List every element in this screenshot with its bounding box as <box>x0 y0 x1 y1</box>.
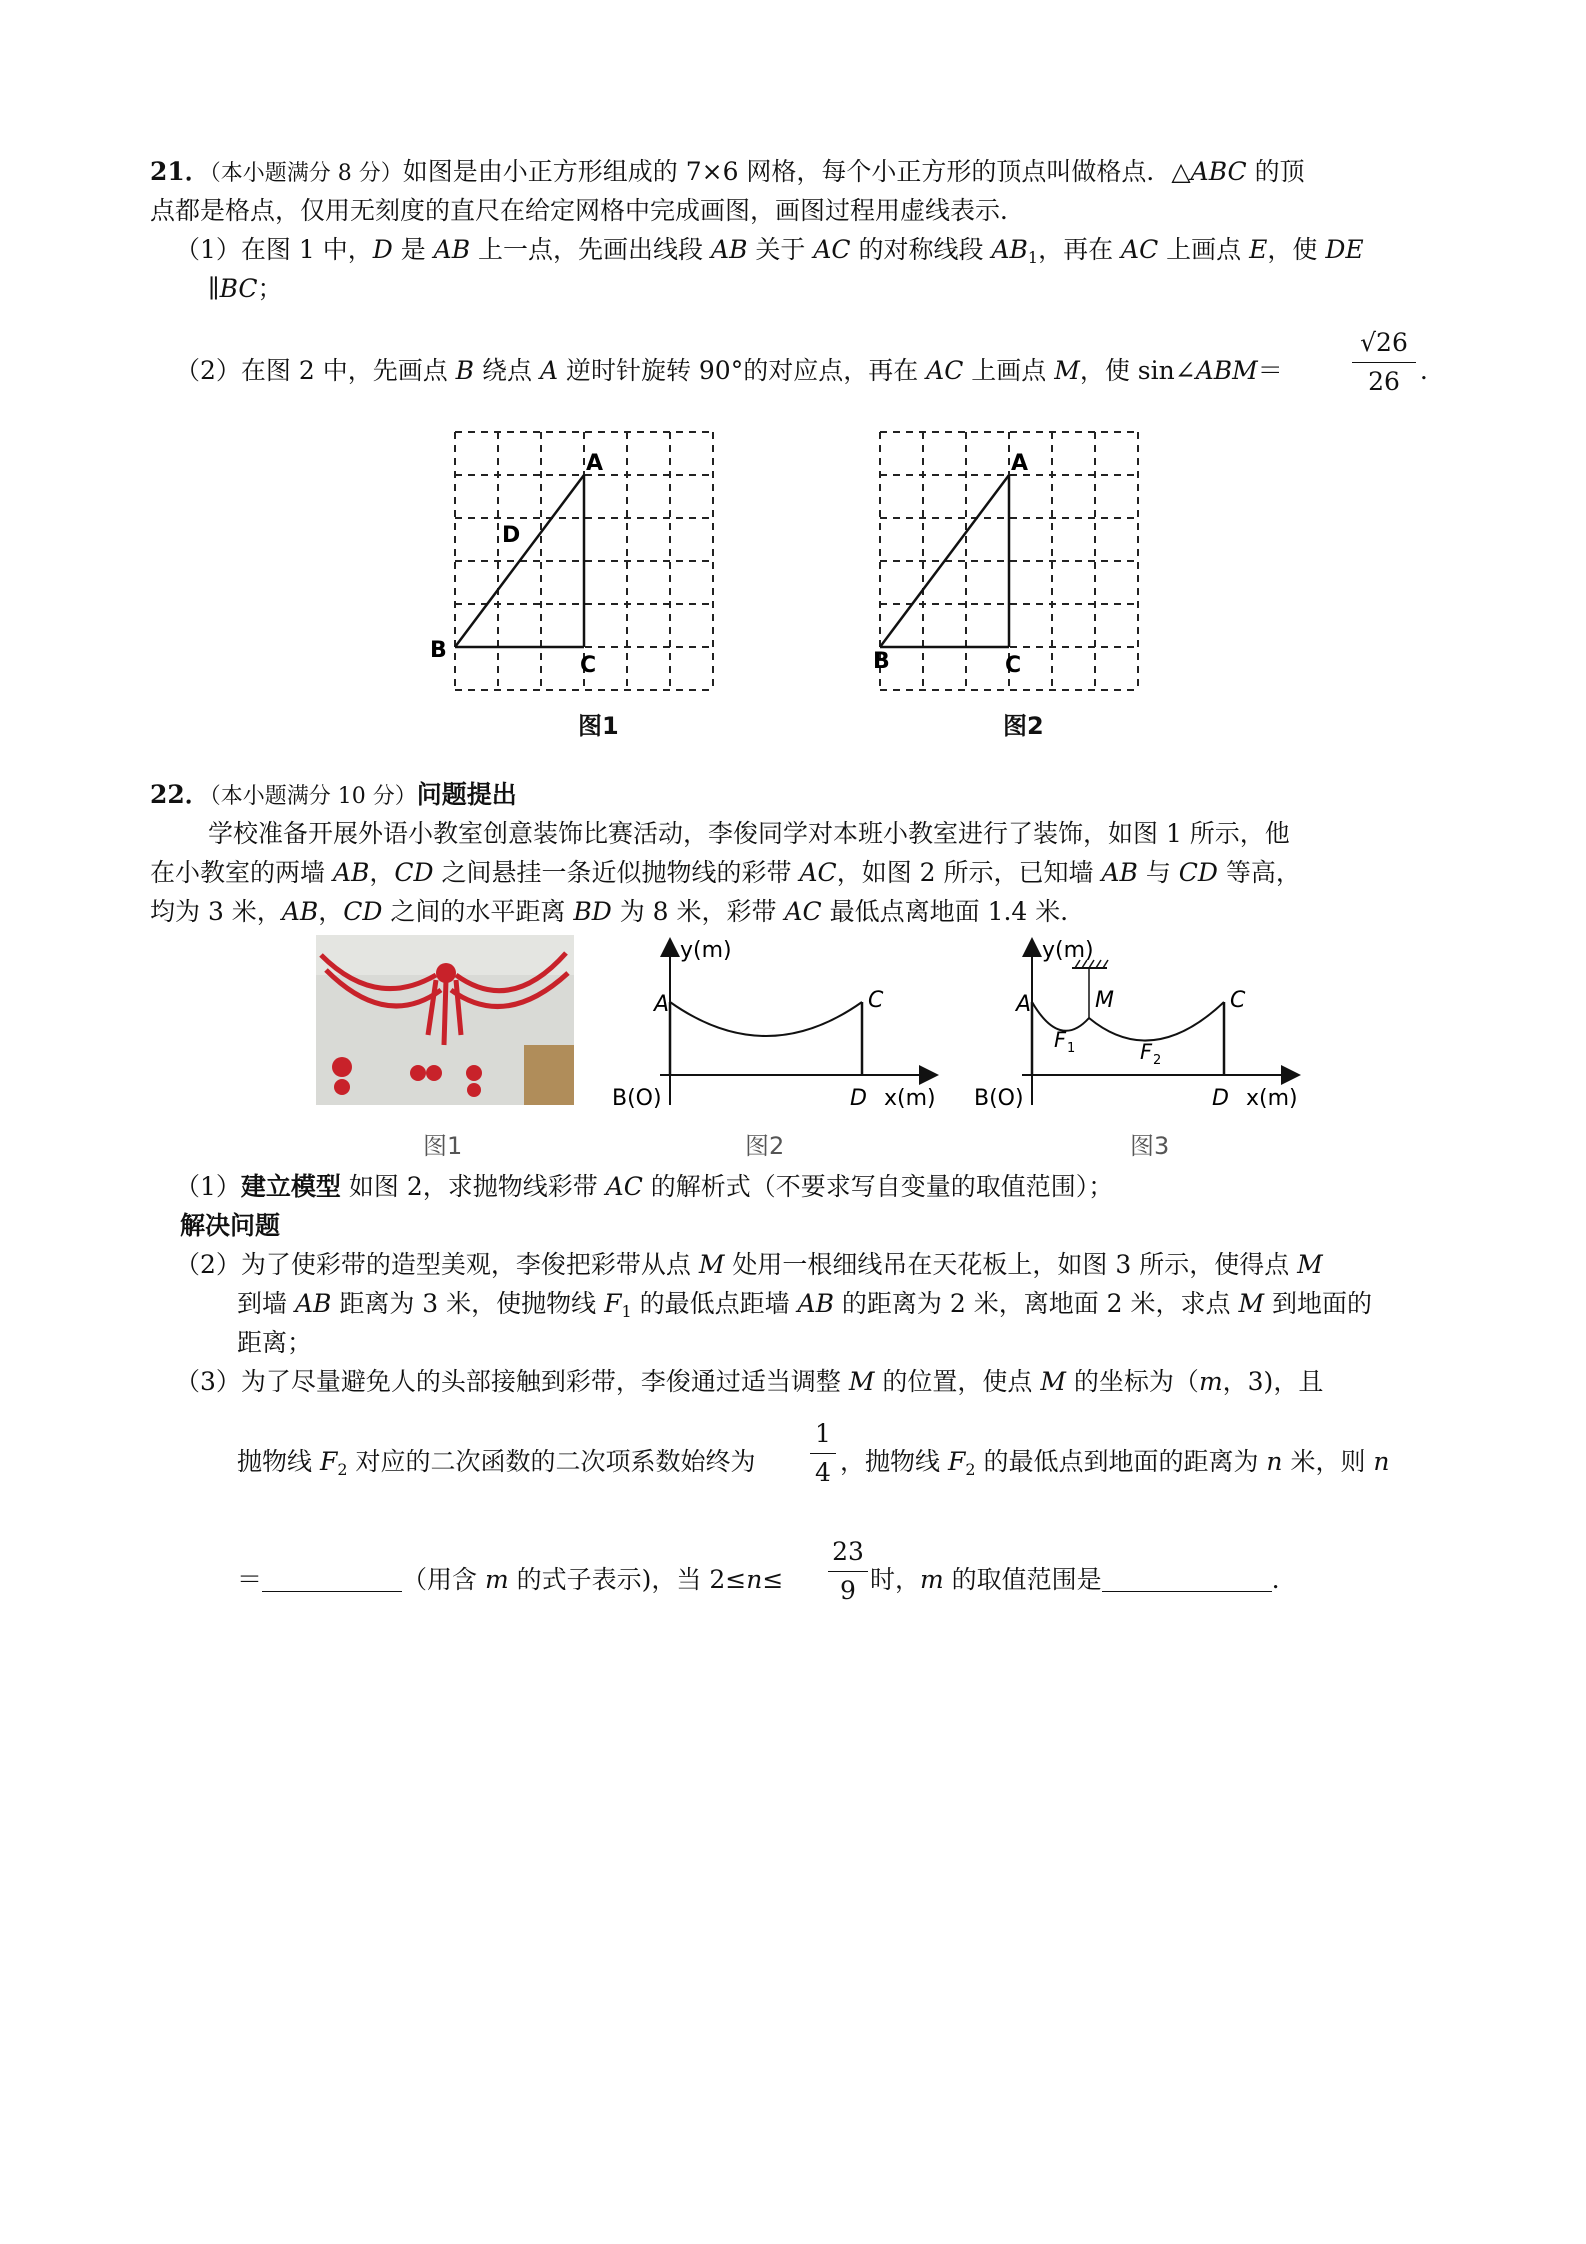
answer-blank-m-range[interactable] <box>1102 1565 1272 1592</box>
q22-header <box>150 778 517 814</box>
label-a: A <box>586 451 604 476</box>
label-a: A <box>1016 992 1032 1017</box>
q22-para2: 在小教室的两墙 AB，CD 之间悬挂一条近似抛物线的彩带 AC，如图 2 所示，已知墙 AB 与 CD 等高， <box>150 858 1301 887</box>
axis-x-label: x(m) <box>1246 1086 1298 1111</box>
q21-text: 如图是由小正方形组成的 7×6 网格，每个小正方形的顶点叫做格点．△ <box>402 157 1191 186</box>
label-d: D <box>850 1086 867 1111</box>
axis-y-label: y(m) <box>680 938 732 963</box>
label-f2: F <box>1140 1040 1153 1064</box>
q22-range-fraction: 23 9 <box>828 1535 868 1608</box>
q21-line2: 点都是格点，仅用无刻度的直尺在给定网格中完成画图，画图过程用虚线表示． <box>150 196 1026 225</box>
label-a: A <box>654 992 670 1017</box>
label-c: C <box>1005 653 1022 678</box>
label-c: C <box>868 988 884 1013</box>
q21-part2: （2）在图 2 中，先画点 B 绕点 A 逆时针旋转 90°的对应点，再在 AC 上画点 M，使 sin∠ABM＝ <box>175 356 1283 385</box>
q22-fig1-caption: 图1 <box>423 1132 463 1160</box>
label-c: C <box>1230 988 1246 1013</box>
label-c: C <box>580 653 597 678</box>
q22-part2-line2: 到墙 AB 距离为 3 米，使抛物线 $F_1$ 的最低点距墙 AB 的距离为 2 米，离地面 2 米，求点 M 到地面的 <box>237 1289 1373 1321</box>
label-d: D <box>502 523 521 548</box>
q22-number: 22． <box>150 780 210 809</box>
axis-y-label: y(m) <box>1042 938 1094 963</box>
q22-part3-line2b: ，抛物线 $F_2$ 的最低点到地面的距离为 n 米，则 n <box>840 1447 1390 1479</box>
q21-sin-fraction: √26 26 <box>1352 326 1416 399</box>
parabola-ac <box>670 1002 862 1036</box>
q21-part2-end: ． <box>1420 356 1446 385</box>
q22-part3-line2a: 抛物线 $F_2$ 对应的二次函数的二次项系数始终为 <box>237 1447 756 1479</box>
q22-coef-fraction: 1 4 <box>810 1417 836 1490</box>
q21-abc: ABC <box>1190 157 1247 186</box>
parabola-f1 <box>1032 1002 1089 1031</box>
label-b: B <box>873 649 890 674</box>
q22-fig3-caption: 图3 <box>1130 1132 1170 1160</box>
q21-score: （本小题满分 8 分） <box>209 161 403 186</box>
origin-label: B(O) <box>612 1086 662 1111</box>
q22-title: 问题提出 <box>416 780 517 809</box>
answer-blank-n[interactable] <box>262 1565 402 1592</box>
label-f1-sub: 1 <box>1067 1041 1076 1056</box>
axis-x-label: x(m) <box>884 1086 936 1111</box>
q21-figure2 <box>845 420 1145 730</box>
q22-part2-line3: 距离； <box>237 1328 313 1357</box>
label-d: D <box>1212 1086 1229 1111</box>
q22-solve-heading: 解决问题 <box>180 1211 281 1240</box>
label-a: A <box>1011 451 1029 476</box>
q21-fig2-caption: 图2 <box>1003 712 1044 740</box>
q21-part1-line2: ∥BC； <box>208 274 283 303</box>
q22-part1: （1）建立模型 如图 2，求抛物线彩带 AC 的解析式（不要求写自变量的取值范围）； <box>175 1172 1114 1201</box>
q22-part3-line3b: 时，m 的取值范围是 ． <box>870 1565 1297 1594</box>
q22-figure1-photo <box>316 935 574 1105</box>
q21-part1-line1: （1）在图 1 中，D 是 AB 上一点，先画出线段 AB 关于 AC 的对称线段 $AB_1$，再在 AC 上画点 E，使 DE <box>175 235 1364 267</box>
q22-figure2 <box>610 935 940 1115</box>
q22-score: （本小题满分 10 分） <box>209 784 417 809</box>
q22-para3: 均为 3 米，AB，CD 之间的水平距离 BD 为 8 米，彩带 AC 最低点离地面 1.4 米． <box>150 897 1086 926</box>
label-b: B <box>430 638 447 663</box>
label-f2-sub: 2 <box>1153 1053 1162 1068</box>
q21-number: 21． <box>150 157 210 186</box>
q22-part3-line3a: ＝ （用含 m 的式子表示)，当 2≤n≤ <box>237 1565 784 1594</box>
q21-line1 <box>150 155 1305 191</box>
label-m: M <box>1095 988 1114 1013</box>
q22-fig2-caption: 图2 <box>745 1132 785 1160</box>
q21-fig1-caption: 图1 <box>578 712 619 740</box>
q22-figure3 <box>972 935 1302 1115</box>
q21-figure1 <box>420 420 720 730</box>
q22-part3-line1: （3）为了尽量避免人的头部接触到彩带，李俊通过适当调整 M 的位置，使点 M 的坐标为（m，3)，且 <box>175 1367 1324 1396</box>
origin-label: B(O) <box>974 1086 1024 1111</box>
label-f1: F <box>1054 1028 1067 1052</box>
q22-part2-line1: （2）为了使彩带的造型美观，李俊把彩带从点 M 处用一根细线吊在天花板上，如图 3 所示，使得点 M <box>175 1250 1323 1279</box>
q21-text-end: 的顶 <box>1246 157 1305 186</box>
q22-para1: 学校准备开展外语小教室创意装饰比赛活动，李俊同学对本班小教室进行了装饰，如图 1 所示，他 <box>208 819 1290 848</box>
